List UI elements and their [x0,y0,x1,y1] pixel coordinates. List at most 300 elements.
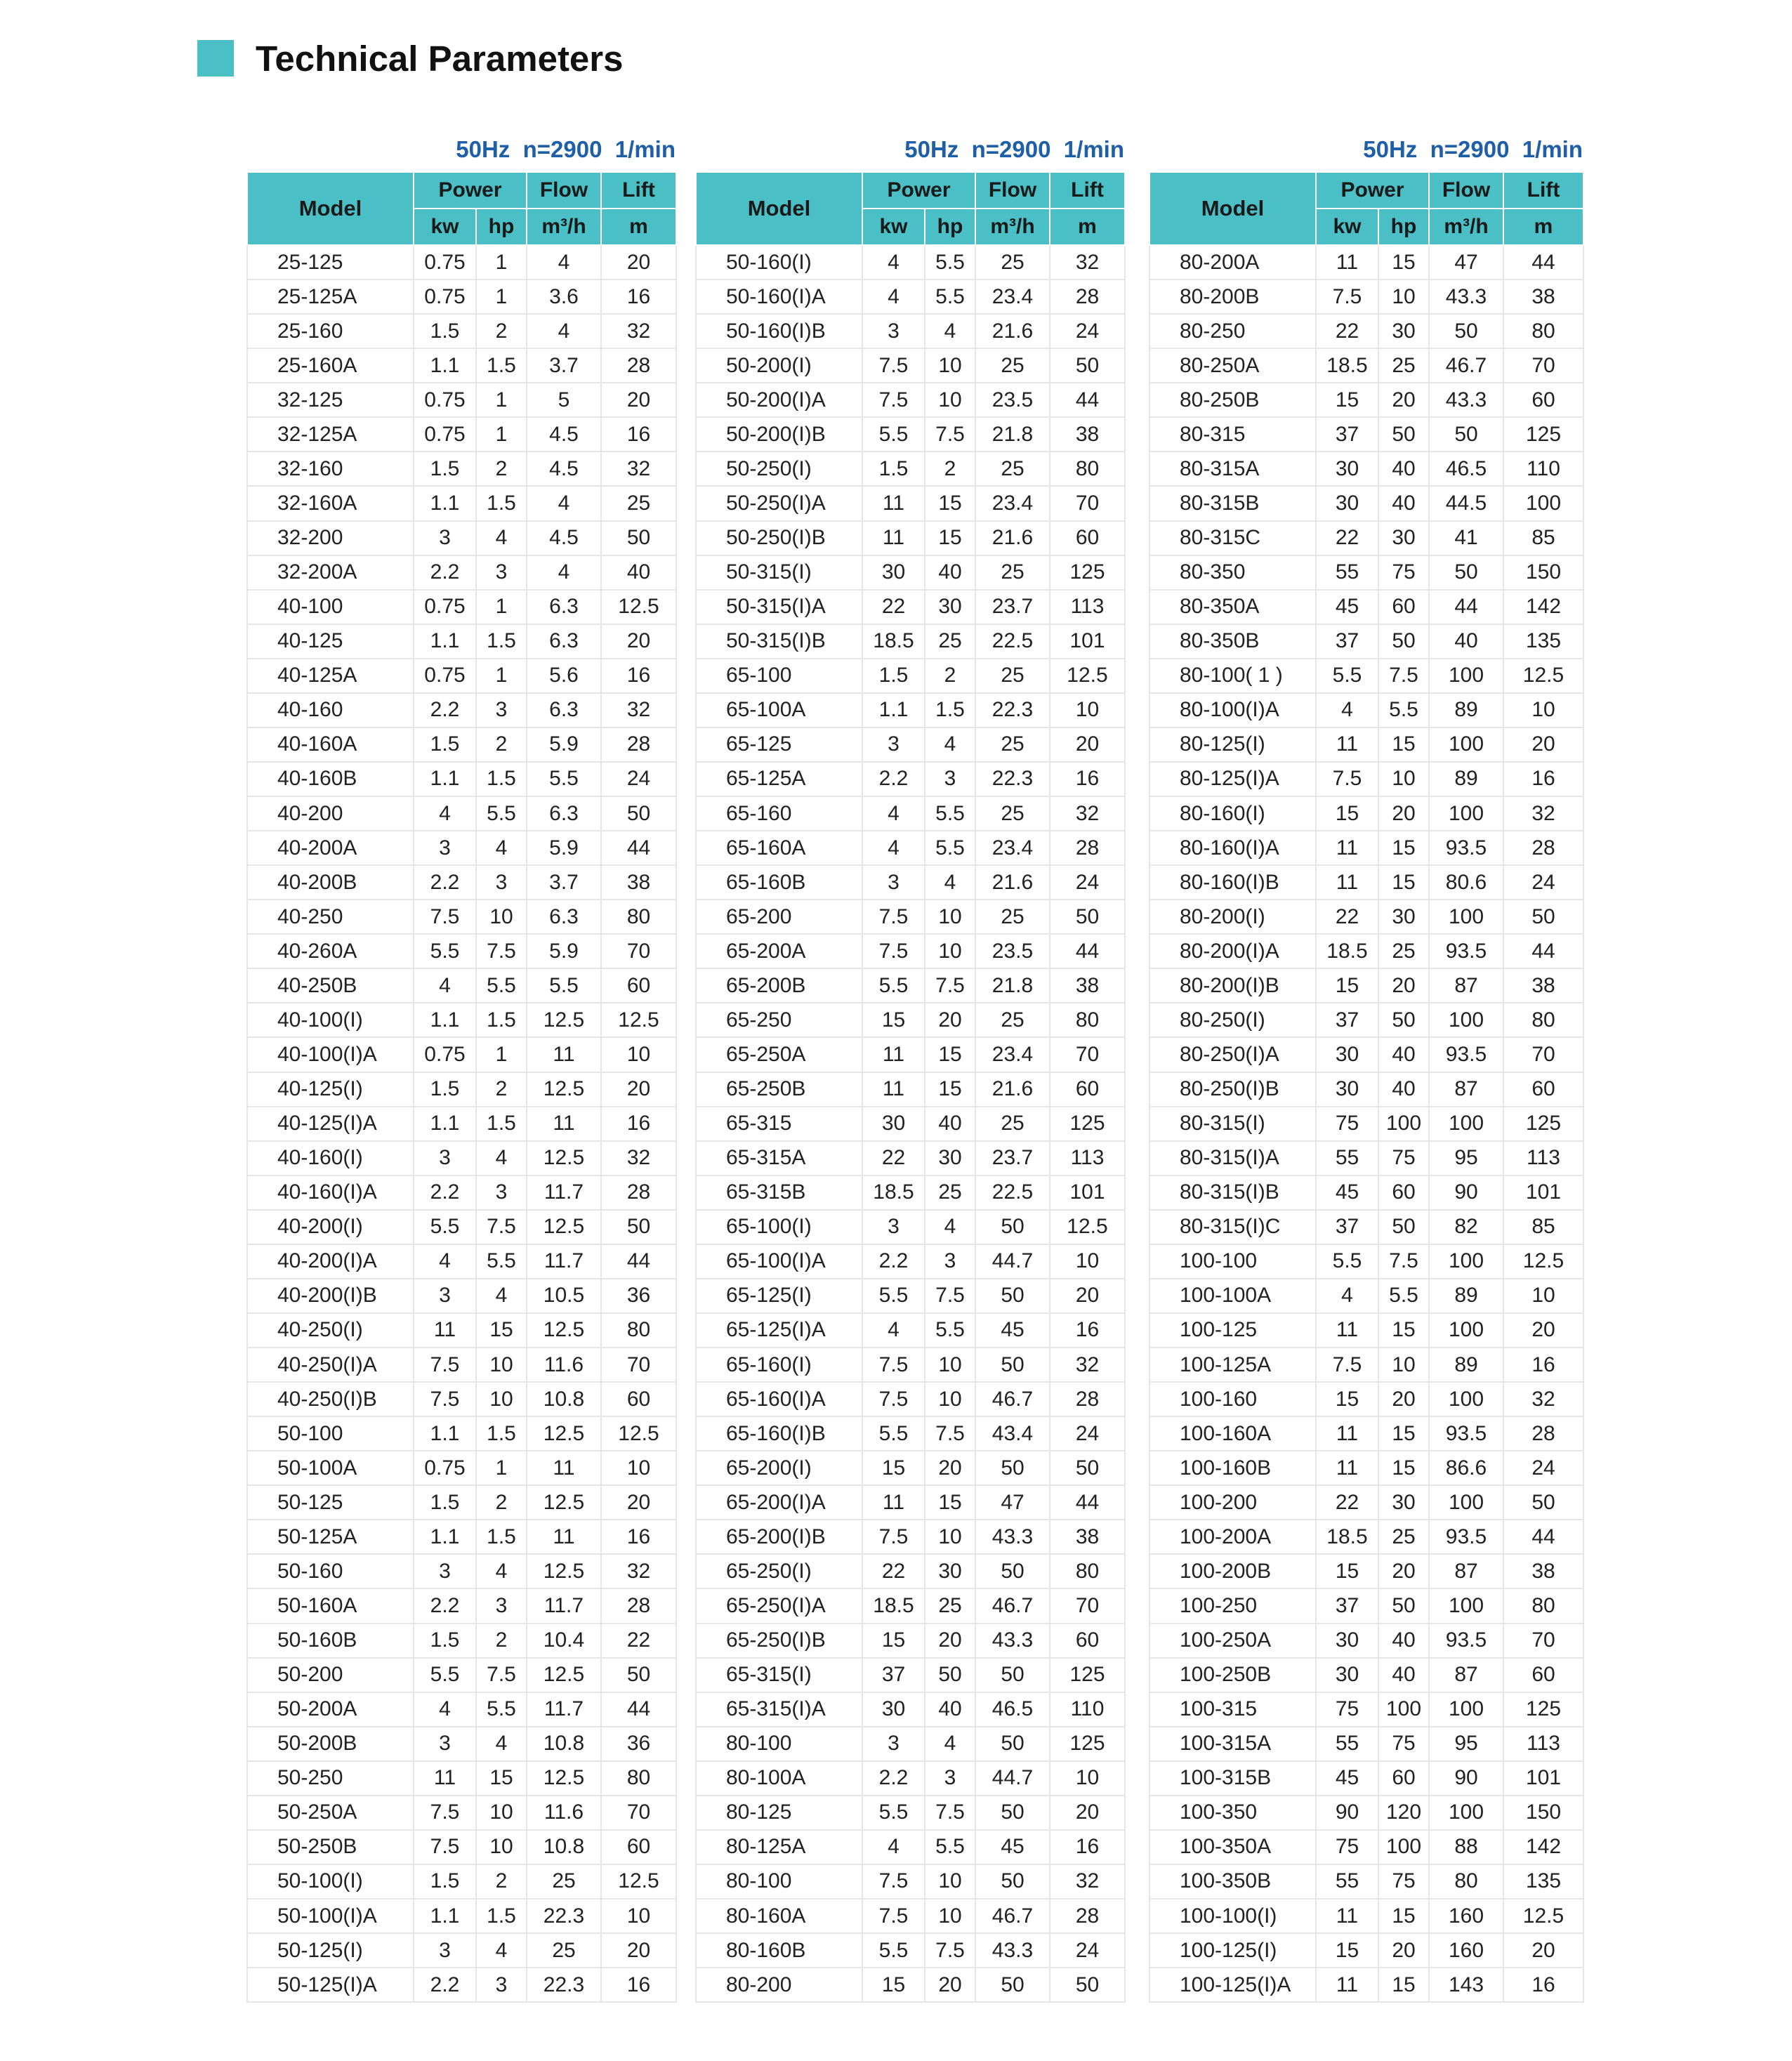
hp-cell: 30 [1378,900,1429,934]
kw-cell: 1.1 [414,348,476,383]
header-lift: Lift [1050,172,1125,209]
lift-cell: 80 [1503,1003,1583,1037]
flow-cell: 12.5 [527,1485,601,1520]
title-marker [197,40,234,77]
model-cell: 65-250A [696,1037,862,1072]
kw-cell: 1.1 [414,1003,476,1037]
kw-cell: 30 [1316,1658,1378,1692]
model-cell: 80-350 [1149,555,1316,590]
flow-cell: 160 [1429,1933,1503,1968]
model-cell: 100-125 [1149,1313,1316,1348]
model-cell: 50-100(I)A [247,1899,414,1933]
lift-cell: 20 [1503,1933,1583,1968]
kw-cell: 22 [862,1141,925,1176]
model-cell: 50-160(I) [696,245,862,279]
table-row [1149,348,1583,383]
hp-cell: 3 [476,865,527,900]
flow-cell: 44.7 [975,1761,1050,1796]
lift-cell: 70 [1503,348,1583,383]
model-cell: 80-315(I)B [1149,1176,1316,1210]
hp-cell: 20 [925,1451,975,1485]
model-cell: 50-250(I) [696,452,862,486]
table-row [696,452,1125,486]
kw-cell: 5.5 [862,1279,925,1313]
hp-cell: 50 [1378,1210,1429,1244]
model-cell: 65-200A [696,934,862,968]
model-cell: 80-250(I)B [1149,1072,1316,1107]
table-row [696,245,1125,279]
model-cell: 40-250B [247,968,414,1003]
kw-cell: 11 [1316,1968,1378,2002]
lift-cell: 16 [601,1107,676,1141]
kw-cell: 18.5 [1316,934,1378,968]
hp-cell: 20 [1378,1554,1429,1588]
model-cell: 25-160 [247,314,414,348]
lift-cell: 44 [601,1692,676,1727]
model-cell: 40-125 [247,624,414,659]
kw-cell: 3 [414,831,476,865]
hp-cell: 10 [476,1382,527,1416]
model-cell: 100-100A [1149,1279,1316,1313]
hp-cell: 25 [925,1176,975,1210]
lift-cell: 28 [1050,1382,1125,1416]
flow-cell: 6.3 [527,590,601,624]
model-cell: 50-160(I)A [696,279,862,314]
lift-cell: 20 [1050,1279,1125,1313]
lift-cell: 16 [601,1968,676,2002]
table-row [247,1520,676,1554]
lift-cell: 101 [1503,1761,1583,1796]
flow-cell: 5.9 [527,831,601,865]
table-row [247,1554,676,1588]
kw-cell: 15 [862,1624,925,1658]
hp-cell: 10 [1378,1348,1429,1382]
lift-cell: 70 [1050,486,1125,520]
hp-cell: 20 [1378,1933,1429,1968]
model-cell: 65-315(I) [696,1658,862,1692]
table-row [247,452,676,486]
flow-cell: 23.5 [975,934,1050,968]
table-row [1149,1279,1583,1313]
kw-cell: 1.5 [414,1485,476,1520]
model-cell: 65-160(I) [696,1348,862,1382]
lift-cell: 38 [601,865,676,900]
model-cell: 50-100A [247,1451,414,1485]
hp-cell: 15 [925,486,975,520]
flow-cell: 5.9 [527,934,601,968]
model-cell: 40-160A [247,727,414,762]
header-power: Power [414,172,527,209]
hp-cell: 15 [476,1313,527,1348]
kw-cell: 18.5 [862,1588,925,1623]
lift-cell: 24 [1503,865,1583,900]
model-cell: 40-100(I) [247,1003,414,1037]
hp-cell: 20 [925,1624,975,1658]
table-row [247,1624,676,1658]
model-cell: 65-125 [696,727,862,762]
table-row [696,762,1125,796]
flow-cell: 82 [1429,1210,1503,1244]
table-row [1149,1003,1583,1037]
header-lift: Lift [1503,172,1583,209]
flow-cell: 43.3 [1429,383,1503,417]
flow-cell: 41 [1429,521,1503,555]
model-cell: 65-100 [696,659,862,693]
table-row [1149,1796,1583,1830]
flow-cell: 12.5 [527,1761,601,1796]
lift-cell: 135 [1503,624,1583,659]
lift-cell: 12.5 [601,1003,676,1037]
kw-cell: 4 [1316,693,1378,727]
kw-cell: 1.1 [414,1899,476,1933]
table-row [696,521,1125,555]
table-row [1149,1761,1583,1796]
flow-cell: 43.3 [975,1520,1050,1554]
model-cell: 80-125 [696,1796,862,1830]
flow-cell: 22.3 [975,693,1050,727]
table-row [1149,1072,1583,1107]
flow-cell: 88 [1429,1830,1503,1864]
lift-cell: 80 [601,1761,676,1796]
kw-cell: 7.5 [862,900,925,934]
hp-cell: 4 [476,1727,527,1761]
flow-cell: 46.7 [975,1382,1050,1416]
model-cell: 80-160A [696,1899,862,1933]
table-row [1149,727,1583,762]
model-cell: 40-250 [247,900,414,934]
model-cell: 40-100 [247,590,414,624]
hp-cell: 1 [476,417,527,452]
kw-cell: 11 [1316,1899,1378,1933]
hp-cell: 20 [925,1968,975,2002]
hp-cell: 3 [925,1244,975,1279]
model-cell: 50-250(I)A [696,486,862,520]
kw-cell: 37 [1316,1210,1378,1244]
model-cell: 80-125(I)A [1149,762,1316,796]
hp-cell: 4 [925,314,975,348]
lift-cell: 24 [601,762,676,796]
flow-cell: 5.5 [527,968,601,1003]
kw-cell: 3 [862,1210,925,1244]
lift-cell: 10 [1050,1761,1125,1796]
hp-cell: 40 [925,555,975,590]
model-cell: 40-125(I)A [247,1107,414,1141]
kw-cell: 3 [862,1727,925,1761]
model-cell: 50-200 [247,1658,414,1692]
table-row [247,1244,676,1279]
hp-cell: 5.5 [925,279,975,314]
table-row [1149,1176,1583,1210]
hp-cell: 7.5 [476,934,527,968]
kw-cell: 7.5 [862,1899,925,1933]
kw-cell: 11 [862,521,925,555]
model-cell: 65-250 [696,1003,862,1037]
flow-cell: 11.7 [527,1692,601,1727]
model-cell: 80-160(I)B [1149,865,1316,900]
flow-cell: 46.5 [1429,452,1503,486]
table-row [247,727,676,762]
model-cell: 50-160A [247,1588,414,1623]
kw-cell: 75 [1316,1692,1378,1727]
table-row [247,1416,676,1451]
kw-cell: 15 [862,1451,925,1485]
hp-cell: 25 [1378,348,1429,383]
kw-cell: 7.5 [862,1348,925,1382]
lift-cell: 24 [1050,1933,1125,1968]
table-row [1149,1588,1583,1623]
lift-cell: 10 [601,1899,676,1933]
model-cell: 65-200(I) [696,1451,862,1485]
kw-cell: 15 [1316,968,1378,1003]
flow-cell: 45 [975,1313,1050,1348]
hp-cell: 40 [925,1107,975,1141]
model-cell: 100-160 [1149,1382,1316,1416]
kw-cell: 11 [414,1313,476,1348]
hp-cell: 30 [925,590,975,624]
page-title: Technical Parameters [256,38,624,79]
kw-cell: 7.5 [1316,1348,1378,1382]
table-row [247,486,676,520]
model-cell: 80-315 [1149,417,1316,452]
lift-cell: 36 [601,1727,676,1761]
model-cell: 80-250(I)A [1149,1037,1316,1072]
hp-cell: 5.5 [1378,693,1429,727]
hp-cell: 15 [1378,865,1429,900]
lift-cell: 125 [1050,555,1125,590]
hp-cell: 4 [925,1727,975,1761]
hp-cell: 50 [1378,624,1429,659]
table-row [696,1588,1125,1623]
flow-cell: 11 [527,1520,601,1554]
table-row [1149,1107,1583,1141]
hp-cell: 20 [1378,1382,1429,1416]
hp-cell: 30 [1378,1485,1429,1520]
hp-cell: 2 [476,1485,527,1520]
flow-cell: 21.6 [975,1072,1050,1107]
model-cell: 65-250(I)A [696,1588,862,1623]
flow-cell: 3.7 [527,865,601,900]
model-cell: 80-200A [1149,245,1316,279]
model-cell: 80-350A [1149,590,1316,624]
model-cell: 80-125A [696,1830,862,1864]
model-cell: 65-125A [696,762,862,796]
lift-cell: 110 [1503,452,1583,486]
hp-cell: 50 [1378,1003,1429,1037]
table-row [247,865,676,900]
header-kw: kw [862,209,925,245]
kw-cell: 5.5 [414,1210,476,1244]
model-cell: 65-125(I) [696,1279,862,1313]
hp-cell: 10 [1378,762,1429,796]
lift-cell: 50 [1050,1451,1125,1485]
lift-cell: 20 [601,1933,676,1968]
model-cell: 25-125 [247,245,414,279]
kw-cell: 7.5 [1316,762,1378,796]
table-row [247,762,676,796]
flow-cell: 93.5 [1429,1520,1503,1554]
lift-cell: 32 [601,452,676,486]
hp-cell: 15 [1378,831,1429,865]
model-cell: 100-200A [1149,1520,1316,1554]
header-model: Model [247,172,414,245]
lift-cell: 125 [1050,1658,1125,1692]
model-cell: 50-160 [247,1554,414,1588]
kw-cell: 55 [1316,1141,1378,1176]
hp-cell: 7.5 [476,1658,527,1692]
kw-cell: 4 [1316,1279,1378,1313]
table-row [696,1003,1125,1037]
flow-cell: 4 [527,555,601,590]
flow-cell: 22.3 [527,1899,601,1933]
table-row [247,1279,676,1313]
model-cell: 40-200 [247,796,414,831]
lift-cell: 60 [1503,1072,1583,1107]
lift-cell: 50 [1050,900,1125,934]
flow-cell: 50 [975,1279,1050,1313]
flow-cell: 12.5 [527,1416,601,1451]
header-flow: Flow [1429,172,1503,209]
hp-cell: 100 [1378,1107,1429,1141]
model-cell: 80-200(I)B [1149,968,1316,1003]
model-cell: 80-315(I)C [1149,1210,1316,1244]
hp-cell: 10 [476,900,527,934]
lift-cell: 10 [1050,1244,1125,1279]
flow-cell: 44 [1429,590,1503,624]
kw-cell: 30 [1316,1072,1378,1107]
kw-cell: 7.5 [862,348,925,383]
model-cell: 80-250A [1149,348,1316,383]
hp-cell: 2 [476,727,527,762]
table-row [247,1692,676,1727]
flow-cell: 10.4 [527,1624,601,1658]
model-cell: 65-100(I)A [696,1244,862,1279]
flow-cell: 40 [1429,624,1503,659]
model-cell: 80-100( 1 ) [1149,659,1316,693]
kw-cell: 11 [1316,1451,1378,1485]
kw-cell: 11 [862,1037,925,1072]
lift-cell: 50 [1050,1968,1125,2002]
table-row [247,1588,676,1623]
lift-cell: 16 [601,659,676,693]
lift-cell: 142 [1503,1830,1583,1864]
kw-cell: 15 [1316,1554,1378,1588]
model-cell: 32-160A [247,486,414,520]
kw-cell: 37 [1316,417,1378,452]
table-row [1149,1899,1583,1933]
lift-cell: 85 [1503,521,1583,555]
table-row [247,383,676,417]
hp-cell: 20 [1378,383,1429,417]
kw-cell: 7.5 [414,1382,476,1416]
flow-cell: 46.7 [975,1588,1050,1623]
flow-cell: 10.8 [527,1727,601,1761]
model-cell: 50-125A [247,1520,414,1554]
flow-cell: 100 [1429,796,1503,831]
kw-cell: 37 [1316,1003,1378,1037]
table-row [247,1037,676,1072]
model-cell: 65-315B [696,1176,862,1210]
model-cell: 40-200A [247,831,414,865]
flow-cell: 25 [975,452,1050,486]
lift-cell: 50 [1050,348,1125,383]
lift-cell: 38 [1503,279,1583,314]
table-row [1149,900,1583,934]
lift-cell: 101 [1050,624,1125,659]
lift-cell: 50 [1503,900,1583,934]
table-row [247,1210,676,1244]
table-row [1149,1141,1583,1176]
hp-cell: 40 [925,1692,975,1727]
lift-cell: 16 [601,1520,676,1554]
parameter-table [1149,171,1584,2003]
table-row [696,486,1125,520]
table-row [696,900,1125,934]
hp-cell: 3 [925,762,975,796]
hp-cell: 4 [925,1210,975,1244]
hp-cell: 10 [925,1382,975,1416]
table-row [1149,1210,1583,1244]
kw-cell: 15 [862,1968,925,2002]
model-cell: 100-160B [1149,1451,1316,1485]
header-lift-unit: m [1503,209,1583,245]
hp-cell: 15 [1378,1899,1429,1933]
model-cell: 40-100(I)A [247,1037,414,1072]
hp-cell: 5.5 [476,1244,527,1279]
hp-cell: 20 [925,1003,975,1037]
flow-cell: 25 [527,1864,601,1899]
header-flow: Flow [527,172,601,209]
model-cell: 32-160 [247,452,414,486]
lift-cell: 32 [601,693,676,727]
hp-cell: 20 [1378,796,1429,831]
model-cell: 65-200 [696,900,862,934]
table-row [696,1072,1125,1107]
hp-cell: 120 [1378,1796,1429,1830]
table-row [247,521,676,555]
kw-cell: 30 [862,1692,925,1727]
model-cell: 40-200(I) [247,1210,414,1244]
hp-cell: 1 [476,659,527,693]
kw-cell: 1.1 [414,1416,476,1451]
lift-cell: 50 [601,1658,676,1692]
model-cell: 80-250 [1149,314,1316,348]
kw-cell: 7.5 [1316,279,1378,314]
flow-cell: 100 [1429,1692,1503,1727]
flow-cell: 12.5 [527,1313,601,1348]
model-cell: 50-125(I) [247,1933,414,1968]
lift-cell: 80 [601,900,676,934]
kw-cell: 0.75 [414,1037,476,1072]
frequency-label: 50Hz n=2900 1/min [456,136,676,162]
hp-cell: 10 [925,383,975,417]
lift-cell: 85 [1503,1210,1583,1244]
table-row [696,1451,1125,1485]
lift-cell: 10 [601,1451,676,1485]
table-row [247,1072,676,1107]
lift-cell: 32 [601,314,676,348]
lift-cell: 80 [1050,1003,1125,1037]
kw-cell: 30 [1316,452,1378,486]
hp-cell: 2 [476,1072,527,1107]
kw-cell: 11 [862,1485,925,1520]
lift-cell: 50 [601,1210,676,1244]
table-row [247,1796,676,1830]
flow-cell: 23.5 [975,383,1050,417]
flow-cell: 46.5 [975,1692,1050,1727]
table-row [1149,1968,1583,2002]
hp-cell: 25 [925,624,975,659]
hp-cell: 40 [1378,1624,1429,1658]
